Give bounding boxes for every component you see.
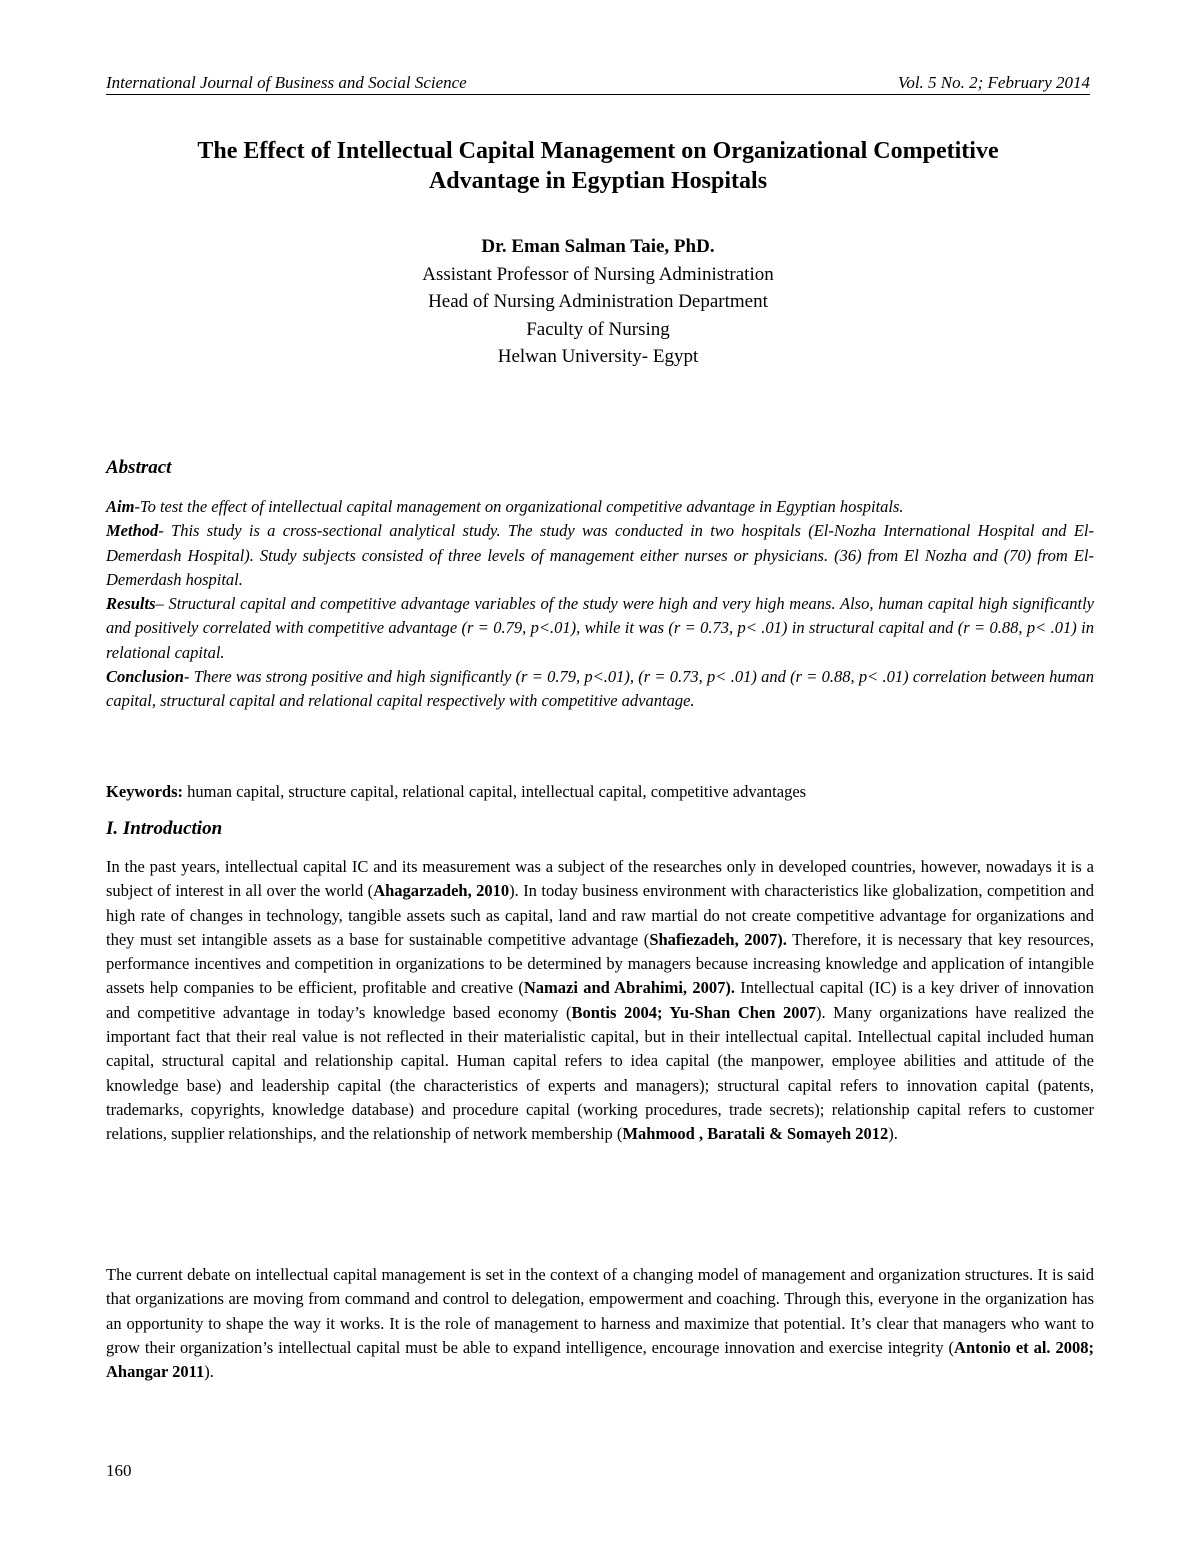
- results-text: – Structural capital and competitive advantage variables of the study were high and very high means. Also, human capital high significantly and positively correlated with competitive advantage (r = 0.79, p<.01), while it was (r = 0.73, p< .01) in structural capital and (r = 0.88, p< .01) in relational capital.: [106, 594, 1094, 662]
- results-label: Results: [106, 594, 156, 614]
- keywords-text: human capital, structure capital, relational capital, intellectual capital, competitive advantages: [183, 782, 807, 801]
- introduction-paragraph-2: [106, 1263, 1094, 1384]
- abstract-body: [106, 495, 1094, 714]
- author-block: [106, 233, 1090, 371]
- abstract-method: [106, 519, 1094, 592]
- paragraph-text: Intellectual capital (IC) is a key driver of innovation and competitive advantage in today’s knowledge based economy (: [106, 978, 1095, 1022]
- citation: Antonio et al. 2008; Ahangar 2011: [106, 1337, 1094, 1382]
- citation: Mahmood , Baratali & Somayeh 2012: [622, 1124, 889, 1144]
- author-faculty: Faculty of Nursing: [526, 318, 670, 340]
- paragraph-text: ). Many organizations have realized the important fact that their real value is not reflected in their materialistic capital, but in their intellectual capital. Intellectual capital included human capital, structural capital and relationship capital. Human capital refers to idea capital (the manpower, employee abilities and attitude of the knowledge base) and leadership capital (the characteristics of experts and managers); structural capital refers to innovation capital (patents, trademarks, copyrights, knowledge database) and procedure capital (working procedures, trade secrets); relationship capital refers to customer relations, supplier relationships, and the relationship of network membership (: [106, 1002, 1095, 1144]
- running-header: [106, 72, 1090, 95]
- citation: Namazi and Abrahimi, 2007).: [523, 978, 735, 998]
- aim-label: Aim: [106, 497, 135, 516]
- paragraph-text: In the past years, intellectual capital IC and its measurement was a subject of the researches only in developed countries, however, nowadays it is a subject of interest in all over the world (: [106, 857, 1094, 901]
- keywords: [106, 780, 1094, 804]
- paragraph-text: Therefore, it is necessary that key resources, performance incentives and competition in organizations to be determined by managers because increasing knowledge and application of intangible assets help companies to be efficient, profitable and creative (: [106, 929, 1095, 998]
- issue-info: Vol. 5 No. 2; February 2014: [897, 73, 1090, 92]
- journal-name: International Journal of Business and Social Science: [106, 73, 467, 92]
- author-department: Head of Nursing Administration Department: [428, 291, 768, 312]
- section-heading-introduction: I. Introduction: [106, 818, 223, 839]
- conclusion-label: Conclusion: [106, 667, 184, 687]
- keywords-label: Keywords:: [106, 782, 183, 801]
- method-text: - This study is a cross-sectional analytical study. The study was conducted in two hospitals (El-Nozha International Hospital and El-Demerdash Hospital). Study subjects consisted of three levels of management either nurses or physicians. (36) from El Nozha and (70) from El-Demerdash hospital.: [106, 521, 1094, 589]
- paragraph-text: ).: [204, 1362, 214, 1382]
- author-position: Assistant Professor of Nursing Administration: [422, 263, 774, 285]
- paper-title: [106, 136, 1090, 196]
- method-label: Method: [106, 521, 159, 541]
- abstract-conclusion: [106, 665, 1094, 714]
- author-name: Dr. Eman Salman Taie, PhD.: [481, 236, 715, 257]
- citation: Ahagarzadeh, 2010: [373, 881, 510, 901]
- abstract-results: [106, 592, 1094, 665]
- abstract-aim: [106, 495, 1094, 519]
- citation: Bontis 2004; Yu-Shan Chen 2007: [571, 1002, 816, 1022]
- title-line-2: Advantage in Egyptian Hospitals: [428, 168, 768, 194]
- page-number: 160: [106, 1461, 132, 1480]
- paragraph-text: ).: [888, 1124, 898, 1144]
- title-line-1: The Effect of Intellectual Capital Management on Organizational Competitive: [197, 138, 999, 164]
- paragraph-text: ). In today business environment with characteristics like globalization, competition and high rate of changes in technology, tangible assets such as capital, land and raw martial do not create competitive advantage for organizations and they must set intangible assets as a base for sustainable competitive advantage (: [106, 881, 1095, 949]
- author-university: Helwan University- Egypt: [497, 346, 699, 367]
- abstract-heading: Abstract: [106, 457, 172, 478]
- paragraph-text: The current debate on intellectual capital management is set in the context of a changing model of management and organization structures. It is said that organizations are moving from command and control to delegation, empowerment and coaching. Through this, everyone in the organization has an opportunity to shape the way it works. It is the role of management to harness and maximize that potential. It’s clear that managers who want to grow their organization’s intellectual capital must be able to expand intelligence, encourage innovation and exercise integrity (: [106, 1265, 1094, 1357]
- conclusion-text: - There was strong positive and high significantly (r = 0.79, p<.01), (r = 0.73, p< .01) and (r = 0.88, p< .01) correlation between human capital, structural capital and relational capital respectively with competitive advantage.: [106, 667, 1094, 711]
- introduction-paragraph-1: [106, 855, 1094, 1147]
- citation: Shafiezadeh, 2007).: [649, 929, 787, 949]
- aim-text: -To test the effect of intellectual capital management on organizational competitive advantage in Egyptian hospitals.: [134, 497, 904, 516]
